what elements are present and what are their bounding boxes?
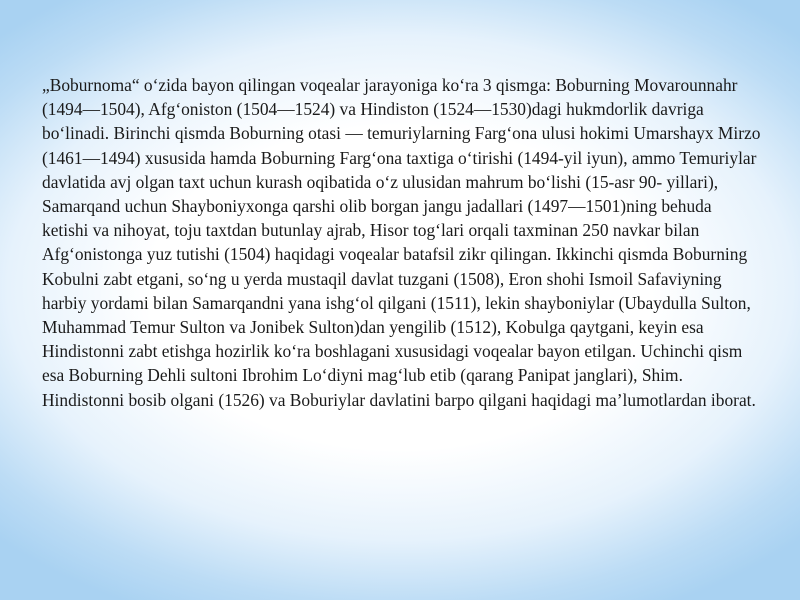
body-paragraph: „Boburnoma“ o‘zida bayon qilingan voqealar jarayoniga ko‘ra 3 qismga: Boburning Movarounnahr (1494—1504), Afg‘oniston (1504—1524) va Hindiston (1524—1530)dagi hukmdorlik davriga bo‘linadi. Birinchi qismda Boburning otasi — temuriylarning Farg‘ona ulusi hokimi Umarshayx Mirzo (1461—1494) xususida hamda Boburning Farg‘ona taxtiga o‘tirishi (1494-yil iyun), ammo Temuriylar davlatida avj olgan taxt uchun kurash oqibatida o‘z ulusidan mahrum bo‘lishi (15-asr 90- yillari), Samarqand uchun Shayboniyxonga qarshi olib borgan jangu jadallari (1497—1501)ning behuda ketishi va nihoyat, toju taxtdan butunlay ajrab, Hisor tog‘lari orqali taxminan 250 navkar bilan Afg‘onistonga yuz tutishi (1504) haqidagi voqealar batafsil zikr qilingan. Ikkinchi qismda Boburning Kobulni zabt etgani, so‘ng u yerda mustaqil davlat tuzgani (1508), Eron shohi Ismoil Safaviyning harbiy yordami bilan Samarqandni yana ishg‘ol qilgani (1511), lekin shayboniylar (Ubaydulla Sulton, Muhammad Temur Sulton va Jonibek Sulton)dan yengilib (1512), Kobulga qaytgani, keyin esa Hindistonni zabt etishga hozirlik ko‘ra boshlagani xususidagi voqealar bayon etilgan. Uchinchi qism esa Boburning Dehli sultoni Ibrohim Lo‘diyni mag‘lub etib (qarang Panipat janglari), Shim. Hindistonni bosib olgani (1526) va Boburiylar davlatini barpo qilgani haqidagi ma’lumotlardan iborat.: [42, 75, 761, 410]
